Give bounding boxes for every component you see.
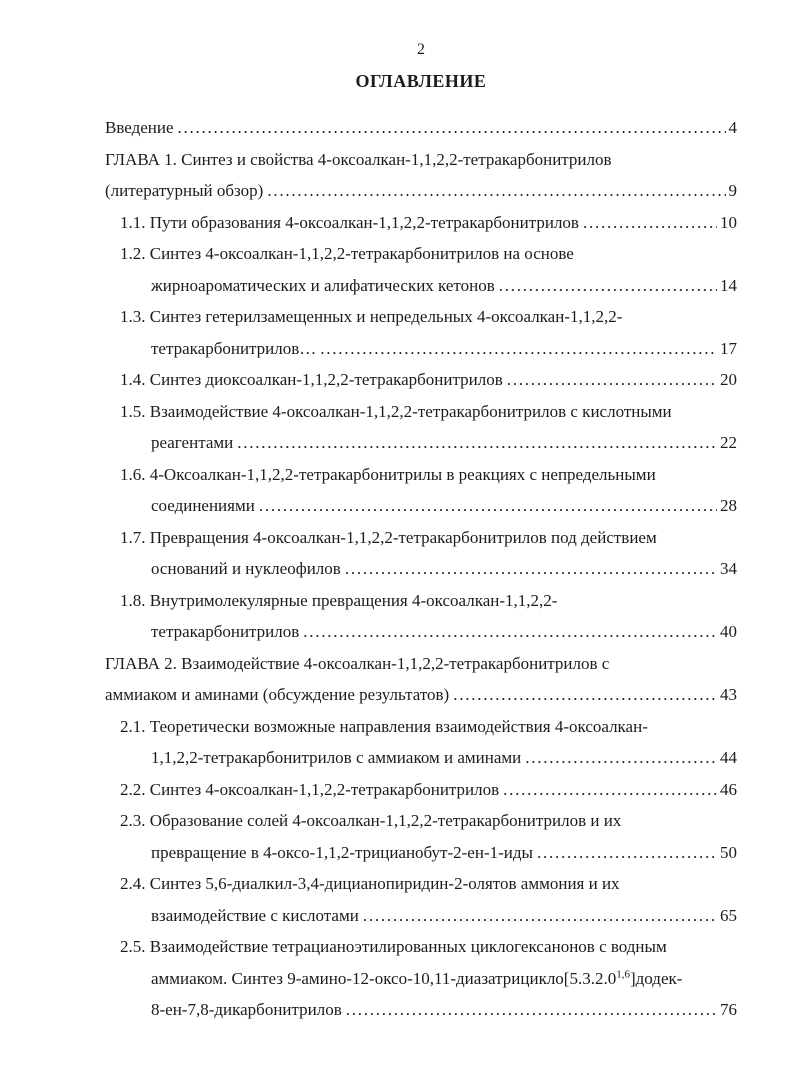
dot-leader <box>259 490 717 522</box>
toc-entry <box>105 805 737 868</box>
toc-line-text-pre: аммиаком. Синтез 9-амино-12-оксо-10,11-диазатрицикло[5.3.2.0 <box>151 968 617 988</box>
toc-line-text: 8-ен-7,8-дикарбонитрилов <box>151 1000 342 1019</box>
toc-line-text: 1,1,2,2-тетракарбонитрилов с аммиаком и аминами <box>151 748 522 767</box>
toc-entry <box>105 774 737 806</box>
toc-page-number: 50 <box>720 842 737 862</box>
toc-line-text: 1.1. Пути образования 4-оксоалкан-1,1,2,2-тетракарбонитрилов <box>120 212 579 232</box>
toc-page-number: 34 <box>720 559 737 578</box>
toc-page-number: 10 <box>720 212 737 232</box>
toc-page-number: 22 <box>720 433 737 452</box>
dot-leader <box>178 112 726 144</box>
dot-leader <box>267 175 725 207</box>
toc-line-text: 1.2. Синтез 4-оксоалкан-1,1,2,2-тетракарбонитрилов на основе <box>120 244 574 263</box>
toc-entry <box>105 585 737 648</box>
toc-line-text: тетракарбонитрилов… <box>151 338 317 358</box>
toc-line-text: превращение в 4-оксо-1,1,2-трицианобут-2-ен-1-иды <box>151 842 533 862</box>
toc-line-text: 1.4. Синтез диоксоалкан-1,1,2,2-тетракарбонитрилов <box>120 370 503 389</box>
toc-line <box>151 742 737 774</box>
toc-page-number: 20 <box>720 370 737 389</box>
toc-line-text: аммиаком и аминами (обсуждение результатов) <box>105 685 450 704</box>
toc-page-number: 17 <box>720 338 737 358</box>
page-number: 2 <box>417 41 425 58</box>
toc-line <box>120 459 737 491</box>
toc-line <box>105 144 737 176</box>
toc-line <box>105 648 737 680</box>
toc-line-text: 1.5. Взаимодействие 4-оксоалкан-1,1,2,2-тетракарбонитрилов с кислотными <box>120 401 672 421</box>
toc-line <box>151 427 737 459</box>
toc-entry <box>105 396 737 459</box>
toc-line-text: тетракарбонитрилов <box>151 622 300 641</box>
toc-line-text: 1.6. 4-Оксоалкан-1,1,2,2-тетракарбонитрилы в реакциях с непредельными <box>120 464 656 484</box>
toc-line <box>151 490 737 522</box>
toc-line <box>120 522 737 554</box>
toc-line-text <box>151 963 682 995</box>
toc-line <box>120 711 737 743</box>
dot-leader <box>346 994 717 1026</box>
toc-line <box>120 207 737 239</box>
toc-line <box>105 112 737 144</box>
toc-entry <box>105 301 737 364</box>
toc-line <box>151 963 737 995</box>
toc-page-number: 46 <box>720 779 737 799</box>
toc-page-number: 4 <box>728 118 737 137</box>
toc-line <box>120 585 737 617</box>
toc-page-number: 43 <box>720 685 737 704</box>
toc-line-text: 1.3. Синтез гетерилзамещенных и непредельных 4-оксоалкан-1,1,2,2- <box>120 307 623 326</box>
toc-line <box>120 868 737 900</box>
dot-leader <box>303 616 717 648</box>
toc-line <box>120 238 737 270</box>
toc-entry <box>105 144 737 207</box>
toc-page-number: 28 <box>720 496 737 515</box>
toc-entry <box>105 931 737 1026</box>
dot-leader <box>525 742 717 774</box>
dot-leader <box>499 270 717 302</box>
superscript-locant: 1,6 <box>616 967 630 980</box>
page-title: ОГЛАВЛЕНИЕ <box>355 71 487 91</box>
toc-entry <box>105 522 737 585</box>
toc-entry <box>105 648 737 711</box>
toc-line <box>151 900 737 932</box>
toc-line-text: 1.7. Превращения 4-оксоалкан-1,1,2,2-тетракарбонитрилов под действием <box>120 527 657 547</box>
toc-page-number: 65 <box>720 905 737 925</box>
toc-page-number: 40 <box>720 622 737 641</box>
toc-line-text: (литературный обзор) <box>105 181 264 200</box>
toc-line-text: жирноароматических и алифатических кетонов <box>151 275 495 295</box>
toc-line-text: 2.1. Теоретически возможные направления взаимодействия 4-оксоалкан- <box>120 716 648 736</box>
toc-line-text: ГЛАВА 1. Синтез и свойства 4-оксоалкан-1,1,2,2-тетракарбонитрилов <box>105 149 612 169</box>
toc-entry <box>105 112 737 144</box>
toc-line-text: 2.4. Синтез 5,6-диалкил-3,4-дицианопиридин-2-олятов аммония и их <box>120 874 620 893</box>
dot-leader <box>237 427 717 459</box>
dot-leader <box>363 900 717 932</box>
toc-line-text: 1.8. Внутримолекулярные превращения 4-оксоалкан-1,1,2,2- <box>120 590 558 610</box>
toc-line <box>151 270 737 302</box>
dot-leader <box>537 837 717 869</box>
toc-line <box>120 301 737 333</box>
toc-page-number: 44 <box>720 748 737 767</box>
toc-line <box>151 994 737 1026</box>
toc-line <box>120 396 737 428</box>
toc-page-number: 9 <box>728 181 737 200</box>
toc-page-number: 76 <box>720 1000 737 1019</box>
toc-line-text: 2.3. Образование солей 4-оксоалкан-1,1,2,2-тетракарбонитрилов и их <box>120 811 622 830</box>
toc-line-text: 2.5. Взаимодействие тетрацианоэтилированных циклогексанонов с водным <box>120 937 667 956</box>
dot-leader <box>345 553 717 585</box>
toc-entry <box>105 868 737 931</box>
dot-leader <box>453 679 717 711</box>
toc-line <box>151 837 737 869</box>
dot-leader <box>507 364 717 396</box>
toc-line-text: Введение <box>105 118 174 137</box>
toc-line-text: взаимодействие с кислотами <box>151 905 359 925</box>
dot-leader <box>320 333 717 365</box>
toc-line-text: ГЛАВА 2. Взаимодействие 4-оксоалкан-1,1,2,2-тетракарбонитрилов с <box>105 653 610 673</box>
toc-line <box>105 679 737 711</box>
toc-line <box>151 553 737 585</box>
toc-line <box>151 616 737 648</box>
toc-line <box>120 805 737 837</box>
toc-line <box>151 333 737 365</box>
toc-entry <box>105 459 737 522</box>
toc <box>105 112 737 1026</box>
toc-entry <box>105 364 737 396</box>
toc-line <box>120 364 737 396</box>
dot-leader <box>583 207 717 239</box>
toc-line-text: 2.2. Синтез 4-оксоалкан-1,1,2,2-тетракарбонитрилов <box>120 779 500 799</box>
toc-entry <box>105 238 737 301</box>
toc-page-number: 14 <box>720 275 737 295</box>
toc-line-text: реагентами <box>151 433 234 452</box>
dot-leader <box>503 774 717 806</box>
toc-entry <box>105 207 737 239</box>
toc-line-text-post: ]додек- <box>629 968 683 988</box>
toc-line <box>120 931 737 963</box>
toc-line-text: соединениями <box>151 496 255 515</box>
toc-line-text: оснований и нуклеофилов <box>151 559 341 578</box>
toc-line <box>105 175 737 207</box>
toc-entry <box>105 711 737 774</box>
toc-line <box>120 774 737 806</box>
